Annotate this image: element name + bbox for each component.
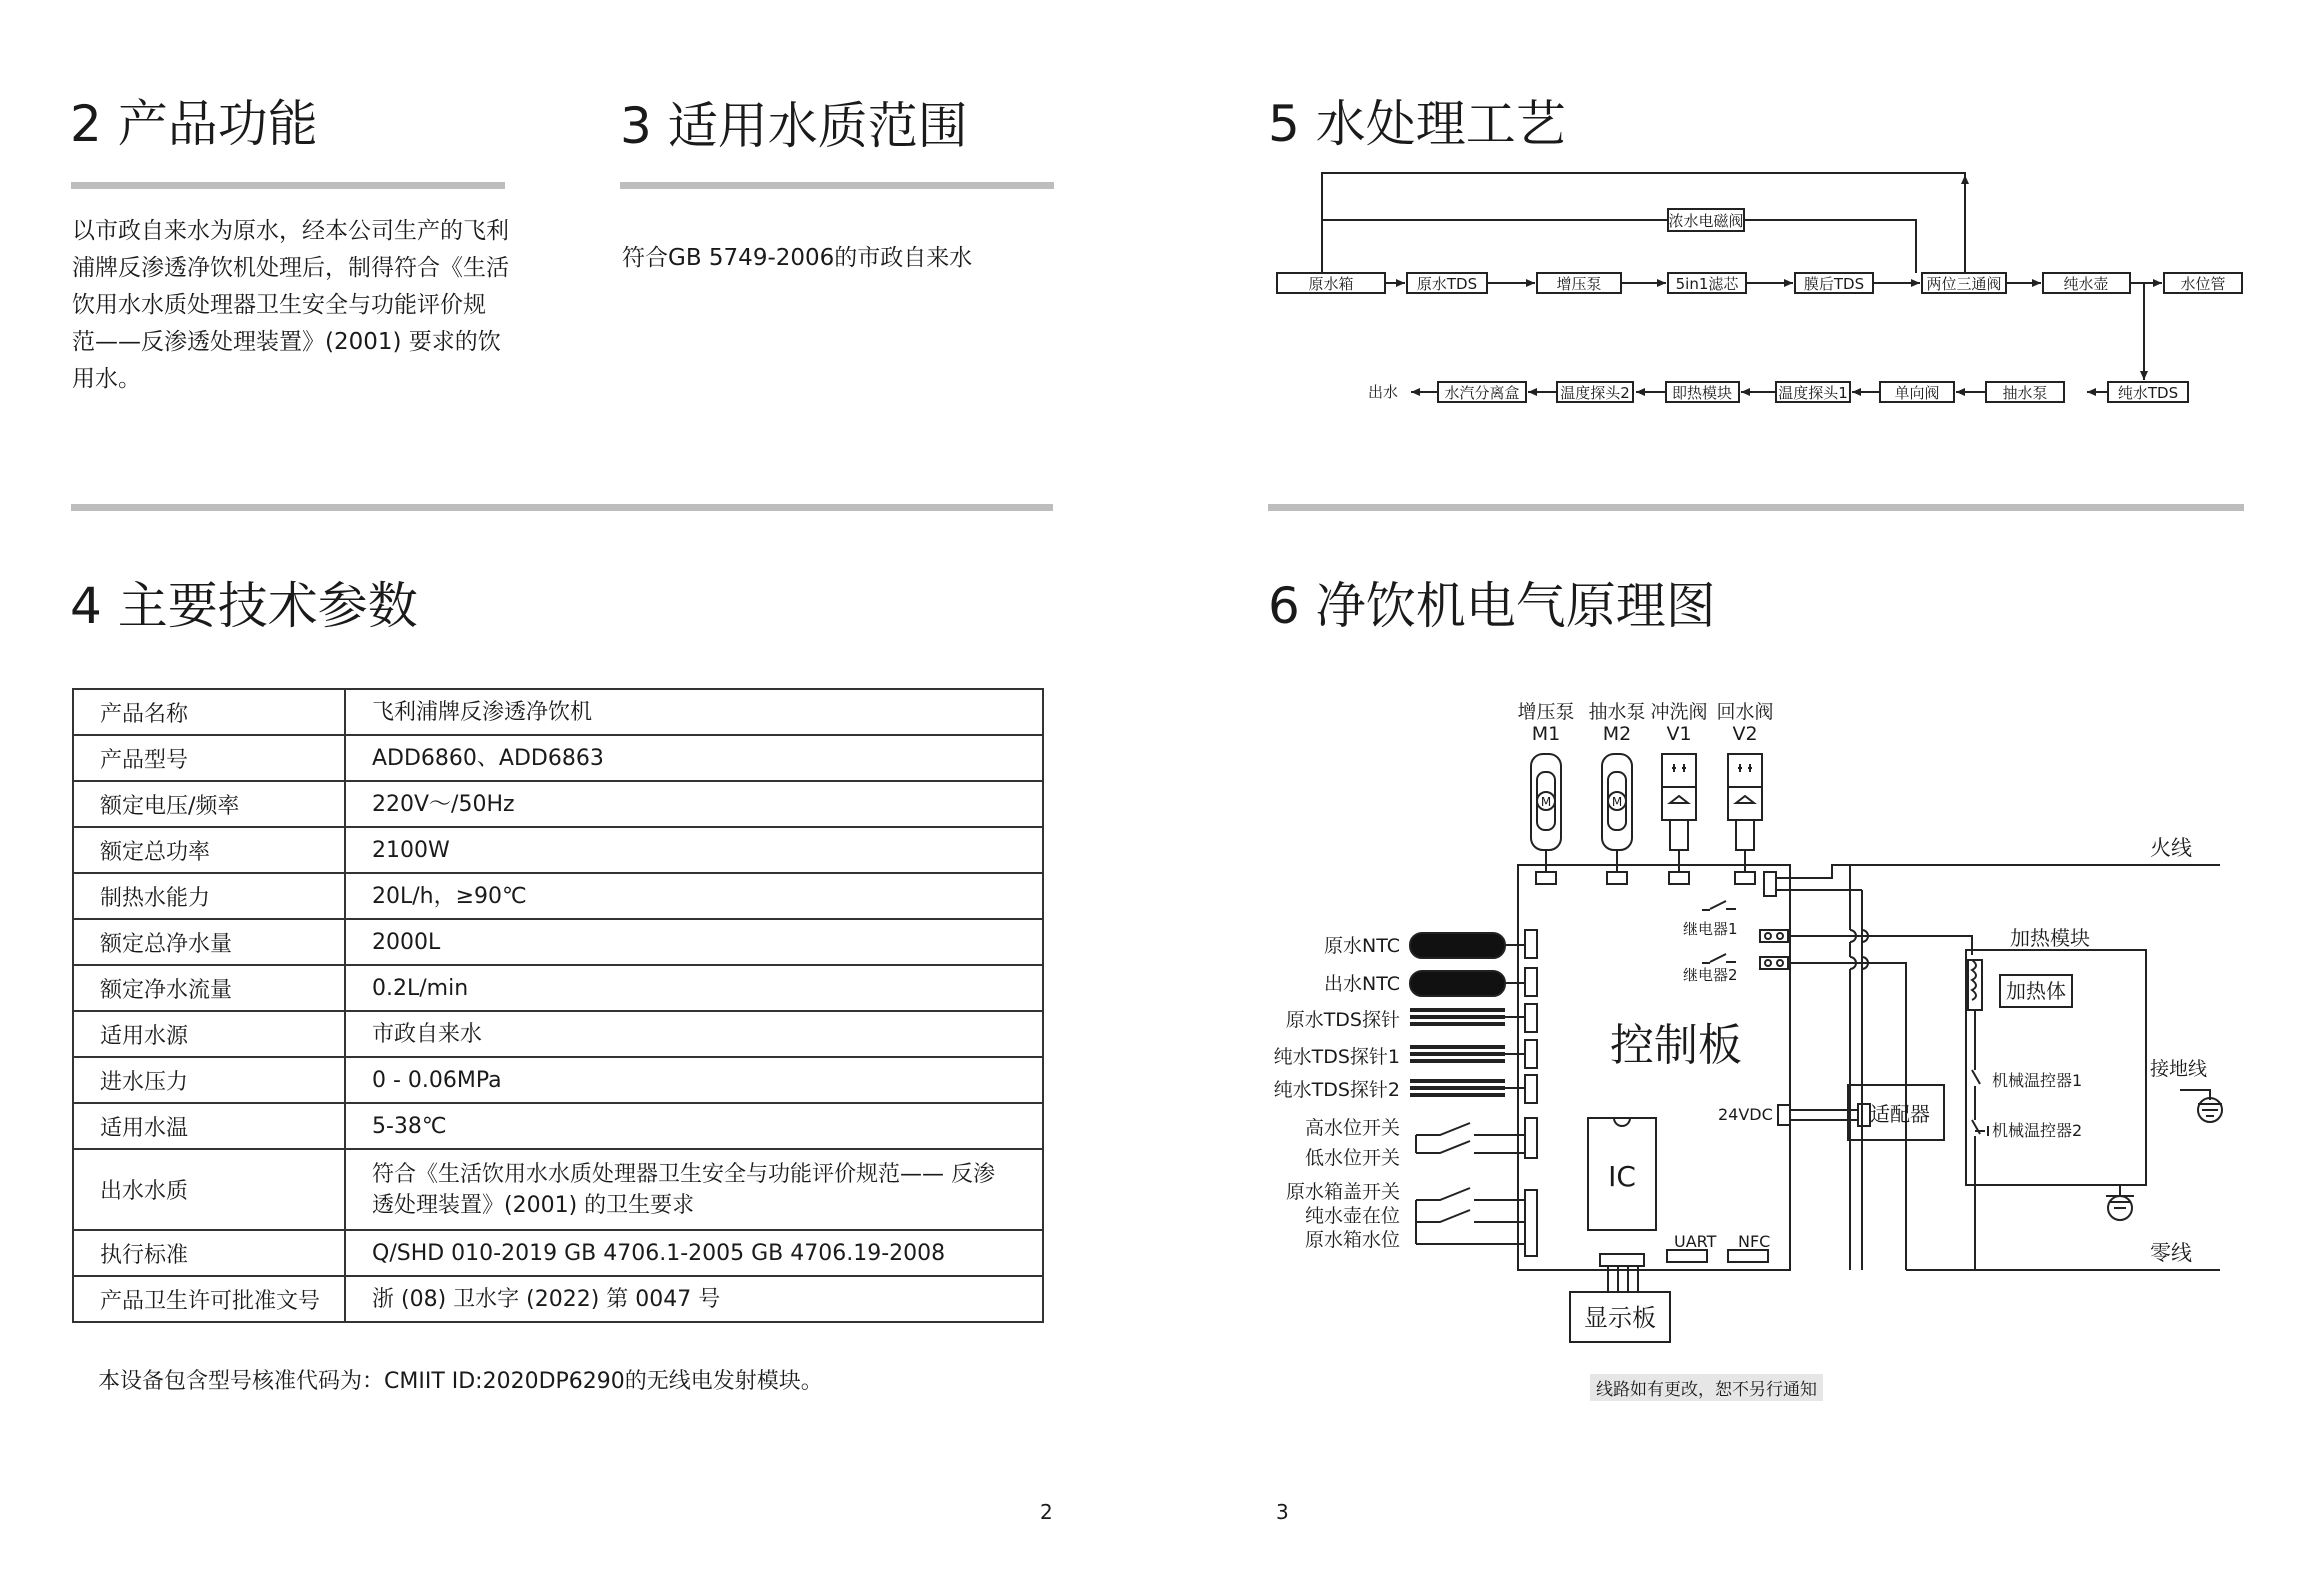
thermostat-label: 机械温控器1 — [1992, 1071, 2083, 1090]
component-label: 回水阀 — [1716, 701, 1774, 723]
outlet-label: 出水 — [1367, 383, 1399, 401]
spec-value: 220V～/50Hz — [345, 781, 1043, 827]
spec-label: 执行标准 — [73, 1230, 345, 1276]
spec-value-line: 符合《生活饮用水水质处理器卫生安全与功能评价规范—— 反渗 — [372, 1161, 995, 1187]
spec-label: 制热水能力 — [73, 873, 345, 919]
spec-value: 20L/h，≥90℃ — [345, 873, 1043, 919]
node-label: 温度探头1 — [1778, 384, 1848, 402]
motor-symbol: M — [1611, 795, 1623, 809]
sensor-label: 原水NTC — [1324, 935, 1400, 957]
spec-label: 进水压力 — [73, 1057, 345, 1103]
component-label: 冲洗阀 — [1650, 701, 1708, 723]
spec-value: 0.2L/min — [345, 965, 1043, 1011]
sensor-label: 出水NTC — [1324, 973, 1400, 995]
section-4-title: 4 主要技术参数 — [70, 577, 418, 635]
node-label: 两位三通阀 — [1926, 275, 2002, 293]
section-2-line: 范——反渗透处理装置》(2001) 要求的饮 — [72, 329, 501, 355]
radio-module-note: 本设备包含型号核准代码为：CMIIT ID:2020DP6290的无线电发射模块。 — [98, 1369, 823, 1394]
live-wire-label: 火线 — [2150, 836, 2192, 860]
sensor-label: 高水位开关 — [1304, 1117, 1400, 1139]
section-2-line: 用水。 — [72, 366, 141, 392]
relay-label: 继电器1 — [1683, 920, 1738, 938]
component-code: M2 — [1602, 723, 1632, 745]
section-2-title: 2 产品功能 — [70, 95, 318, 153]
component-code: M1 — [1531, 723, 1561, 745]
page-number-left: 2 — [1040, 1500, 1053, 1524]
section-2-line: 以市政自来水为原水，经本公司生产的飞利 — [72, 218, 509, 244]
node-label: 纯水TDS — [2117, 384, 2179, 402]
neutral-wire-label: 零线 — [2150, 1241, 2192, 1265]
component-code: V2 — [1732, 723, 1758, 745]
spec-label: 额定总功率 — [73, 827, 345, 873]
spec-value: 5-38℃ — [345, 1103, 1043, 1149]
section-3-title: 3 适用水质范围 — [620, 97, 968, 155]
spec-label: 产品名称 — [73, 689, 345, 735]
spec-value: 浙 (08) 卫水字 (2022) 第 0047 号 — [345, 1276, 1043, 1322]
node-label: 膜后TDS — [1803, 275, 1865, 293]
nfc-label: NFC — [1738, 1232, 1771, 1251]
spec-value: 2100W — [345, 827, 1043, 873]
section-2-line: 饮用水水质处理器卫生安全与功能评价规 — [72, 292, 486, 318]
spec-value: ADD6860、ADD6863 — [345, 735, 1043, 781]
uart-label: UART — [1674, 1232, 1717, 1251]
spec-value: 飞利浦牌反渗透净饮机 — [345, 689, 1043, 735]
heat-module-label: 加热模块 — [2010, 926, 2090, 950]
sensor-label: 纯水TDS探针2 — [1273, 1079, 1400, 1101]
spec-label: 适用水源 — [73, 1011, 345, 1057]
component-label: 抽水泵 — [1588, 701, 1646, 723]
node-label: 5in1滤芯 — [1675, 275, 1739, 293]
adapter-label: 适配器 — [1870, 1102, 1930, 1126]
spec-value: Q/SHD 010-2019 GB 4706.1-2005 GB 4706.19-2008 — [345, 1230, 1043, 1276]
spec-value: 2000L — [345, 919, 1043, 965]
thermostat-label: 机械温控器2 — [1992, 1121, 2083, 1140]
spec-value: 市政自来水 — [345, 1011, 1043, 1057]
node-label: 即热模块 — [1671, 384, 1733, 402]
spec-label: 额定总净水量 — [73, 919, 345, 965]
sensor-label: 原水TDS探针 — [1285, 1009, 1400, 1031]
vdc-label: 24VDC — [1718, 1105, 1773, 1124]
sensor-label: 纯水TDS探针1 — [1273, 1046, 1400, 1068]
section-3-text: 符合GB 5749-2006的市政自来水 — [622, 245, 973, 271]
motor-symbol: M — [1540, 795, 1552, 809]
node-label: 原水TDS — [1416, 275, 1478, 293]
spec-label: 额定净水流量 — [73, 965, 345, 1011]
spec-label: 产品卫生许可批准文号 — [73, 1276, 345, 1322]
node-label: 原水箱 — [1308, 275, 1354, 293]
node-label: 水位管 — [2180, 275, 2226, 293]
page-number-right: 3 — [1276, 1500, 1289, 1524]
spec-label: 适用水温 — [73, 1103, 345, 1149]
spec-label: 产品型号 — [73, 735, 345, 781]
spec-value-line: 透处理装置》(2001) 的卫生要求 — [372, 1192, 695, 1218]
node-label: 抽水泵 — [2002, 384, 2048, 402]
node-label: 纯水壶 — [2063, 275, 2109, 293]
node-label: 单向阀 — [1894, 384, 1940, 402]
component-label: 增压泵 — [1517, 701, 1575, 723]
sensor-label: 原水箱盖开关 — [1285, 1181, 1400, 1203]
component-code: V1 — [1666, 723, 1692, 745]
node-label: 水汽分离盒 — [1444, 384, 1520, 402]
node-label: 增压泵 — [1556, 275, 1602, 293]
display-board-label: 显示板 — [1584, 1304, 1656, 1332]
sensor-label: 纯水壶在位 — [1304, 1205, 1400, 1227]
node-label: 温度探头2 — [1560, 384, 1630, 402]
heater-label: 加热体 — [2006, 979, 2066, 1003]
spec-label: 额定电压/频率 — [73, 781, 345, 827]
spec-value: 0 - 0.06MPa — [345, 1057, 1043, 1103]
spec-label: 出水水质 — [73, 1149, 345, 1230]
board-label: 控制板 — [1610, 1020, 1742, 1071]
sensor-label: 原水箱水位 — [1304, 1229, 1400, 1251]
schematic-footnote: 线路如有更改，恕不另行通知 — [1590, 1374, 1823, 1401]
section-2-line: 浦牌反渗透净饮机处理后，制得符合《生活 — [72, 255, 509, 281]
node-label: 浓水电磁阀 — [1668, 212, 1744, 230]
ground-wire-label: 接地线 — [2150, 1058, 2208, 1080]
ic-label: IC — [1608, 1160, 1636, 1193]
section-5-title: 5 水处理工艺 — [1268, 95, 1566, 153]
relay-label: 继电器2 — [1683, 966, 1738, 984]
section-6-title: 6 净饮机电气原理图 — [1268, 577, 1716, 635]
sensor-label: 低水位开关 — [1304, 1147, 1400, 1169]
